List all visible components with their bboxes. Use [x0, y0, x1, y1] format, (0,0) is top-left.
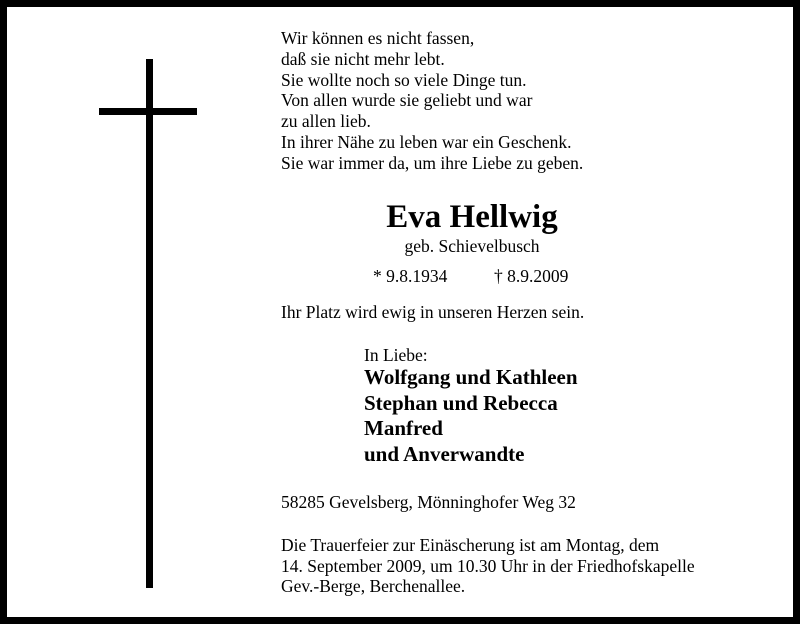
poem-line: zu allen lieb.	[281, 111, 371, 132]
mourner-name: Manfred	[364, 416, 443, 441]
memorial-quote: Ihr Platz wird ewig in unseren Herzen sein.	[281, 302, 585, 322]
death-date: † 8.9.2009	[494, 266, 569, 286]
cross-horizontal-bar	[99, 108, 197, 115]
maiden-name: geb. Schievelbusch	[404, 236, 540, 256]
birth-date: * 9.8.1934	[373, 266, 448, 286]
ceremony-info	[281, 535, 695, 597]
mourners-list	[364, 365, 578, 468]
ceremony-line: 14. September 2009, um 10.30 Uhr in der Friedhofskapelle	[281, 555, 695, 576]
poem-line: Sie war immer da, um ihre Liebe zu geben.	[281, 152, 584, 173]
poem-line: In ihrer Nähe zu leben war ein Geschenk.	[281, 131, 572, 152]
deceased-name: Eva Hellwig	[386, 199, 558, 235]
cross-vertical-bar	[146, 59, 153, 588]
mourner-name: Wolfgang und Kathleen	[364, 365, 578, 389]
family-address: 58285 Gevelsberg, Mönninghofer Weg 32	[281, 492, 576, 512]
poem-line: daß sie nicht mehr lebt.	[281, 48, 445, 69]
poem-line: Sie wollte noch so viele Dinge tun.	[281, 69, 527, 90]
mourner-name: Stephan und Rebecca	[364, 390, 558, 415]
poem-line: Von allen wurde sie geliebt und war	[281, 90, 533, 111]
poem-line: Wir können es nicht fassen,	[281, 28, 475, 48]
memorial-poem	[281, 28, 583, 174]
ceremony-line: Gev.-Berge, Berchenallee.	[281, 576, 466, 596]
mourners-label: In Liebe:	[364, 345, 428, 365]
mourner-name: und Anverwandte	[364, 442, 525, 467]
ceremony-line: Die Trauerfeier zur Einäscherung ist am Montag, dem	[281, 535, 660, 555]
